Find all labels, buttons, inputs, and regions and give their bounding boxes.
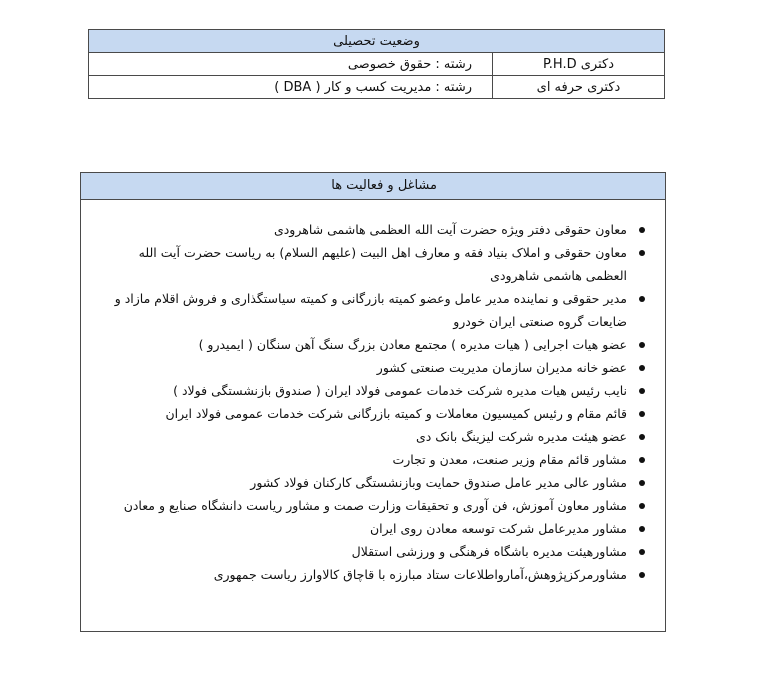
list-item — [95, 494, 649, 517]
list-item-text: مشاور عالی مدیر عامل صندوق حمایت وبازنشستگی کارکنان فولاد کشور — [250, 475, 627, 490]
list-item — [95, 448, 649, 471]
education-row — [89, 76, 665, 99]
bullet-icon — [639, 227, 645, 233]
bullet-icon — [639, 434, 645, 440]
field-cell: رشته : حقوق خصوصی — [89, 53, 493, 76]
list-item-text: مشاورمرکزپژوهش،آمارواطلاعات ستاد مبارزه با قاچاق کالاوارز ریاست جمهوری — [213, 567, 627, 582]
bullet-icon — [639, 503, 645, 509]
jobs-section — [80, 172, 666, 632]
list-item — [95, 402, 649, 425]
list-item — [95, 241, 649, 287]
list-item-text: معاون حقوقی دفتر ویژه حضرت آیت الله العظمی هاشمی شاهرودی — [273, 222, 627, 237]
education-table — [88, 29, 665, 99]
list-item — [95, 356, 649, 379]
degree-cell: دکتری حرفه ای — [493, 76, 665, 99]
education-row — [89, 53, 665, 76]
bullet-icon — [639, 296, 645, 302]
list-item-text: نایب رئیس هیات مدیره شرکت خدمات عمومی فولاد ایران ( صندوق بازنشستگی فولاد ) — [173, 383, 627, 398]
bullet-icon — [639, 457, 645, 463]
list-item-text: مدیر حقوقی و نماینده مدیر عامل وعضو کمیته بازرگانی و کمیته سیاستگذاری و فروش اقلام مازاد و ضایعات گروه صنعتی ایران خودرو — [114, 291, 627, 329]
bullet-icon — [639, 480, 645, 486]
degree-cell: دکتری P.H.D — [493, 53, 665, 76]
bullet-icon — [639, 342, 645, 348]
list-item-text: قائم مقام و رئیس کمیسیون معاملات و کمیته بازرگانی شرکت خدمات عمومی فولاد ایران — [165, 406, 627, 421]
list-item — [95, 333, 649, 356]
bullet-icon — [639, 549, 645, 555]
list-item — [95, 471, 649, 494]
bullet-icon — [639, 411, 645, 417]
jobs-title: مشاغل و فعالیت ها — [81, 173, 665, 200]
list-item — [95, 379, 649, 402]
list-item-text: مشاور معاون آموزش، فن آوری و تحقیقات وزارت صمت و مشاور ریاست دانشگاه صنایع و معادن — [123, 498, 627, 513]
jobs-list — [81, 200, 665, 586]
list-item — [95, 287, 649, 333]
bullet-icon — [639, 526, 645, 532]
list-item-text: معاون حقوقی و املاک بنیاد فقه و معارف اهل البیت (علیهم السلام) به ریاست حضرت آیت الله العظمی هاشمی شاهرودی — [138, 245, 627, 283]
list-item — [95, 540, 649, 563]
list-item — [95, 218, 649, 241]
list-item — [95, 563, 649, 586]
list-item — [95, 517, 649, 540]
list-item — [95, 425, 649, 448]
bullet-icon — [639, 250, 645, 256]
list-item-text: عضو خانه مدیران سازمان مدیریت صنعتی کشور — [376, 360, 627, 375]
list-item-text: مشاورهیئت مدیره باشگاه فرهنگی و ورزشی استقلال — [351, 544, 627, 559]
bullet-icon — [639, 572, 645, 578]
education-title: وضعیت تحصیلی — [89, 30, 665, 53]
list-item-text: مشاور قائم مقام وزیر صنعت، معدن و تجارت — [392, 452, 627, 467]
bullet-icon — [639, 388, 645, 394]
field-cell: رشته : مدیریت کسب و کار ( DBA ) — [89, 76, 493, 99]
list-item-text: عضو هیات اجرایی ( هیات مدیره ) مجتمع معادن بزرگ سنگ آهن سنگان ( ایمیدرو ) — [198, 337, 627, 352]
list-item-text: عضو هیئت مدیره شرکت لیزینگ بانک دی — [415, 429, 627, 444]
bullet-icon — [639, 365, 645, 371]
list-item-text: مشاور مدیرعامل شرکت توسعه معادن روی ایران — [369, 521, 627, 536]
